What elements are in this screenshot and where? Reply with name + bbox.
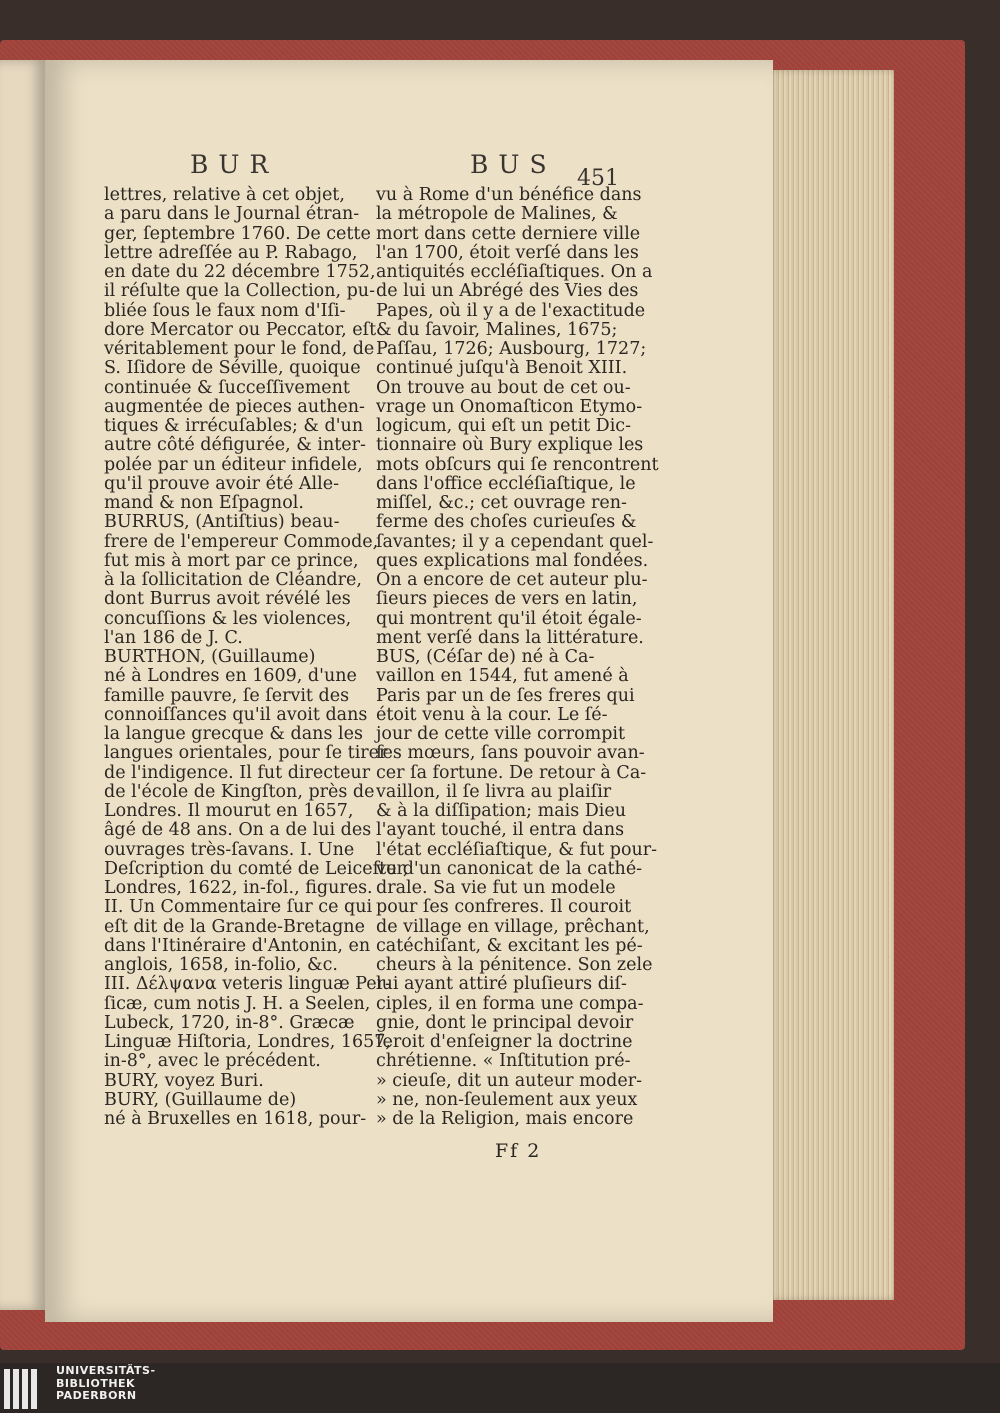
facing-page-edge bbox=[0, 60, 45, 1310]
text-line: III. Δέλψανα veteris linguæ Per- bbox=[104, 974, 391, 995]
text-line: né à Bruxelles en 1618, pour- bbox=[104, 1109, 367, 1129]
text-line: continuée & ſucceſſivement bbox=[104, 377, 350, 398]
text-line: » ne, non-ſeulement aux yeux bbox=[376, 1089, 638, 1110]
library-logo-icon bbox=[4, 1369, 50, 1409]
text-line: lui ayant attiré pluſieurs diſ- bbox=[376, 974, 627, 995]
text-line: BURY, (Guillaume de) bbox=[104, 1089, 297, 1110]
text-line: anglois, 1658, in-folio, &c. bbox=[104, 955, 338, 975]
text-line: gnie, dont le principal devoir bbox=[376, 1012, 634, 1033]
library-logo-text bbox=[56, 1365, 156, 1403]
text-line: antiquités eccléſiaſtiques. On a bbox=[376, 262, 653, 282]
text-line: étoit venu à la cour. Le ſé- bbox=[376, 704, 608, 725]
logo-line: UNIVERSITÄTS- bbox=[56, 1364, 156, 1377]
text-line: connoiſſances qu'il avoit dans bbox=[104, 704, 368, 725]
text-line: de village en village, prêchant, bbox=[376, 916, 650, 937]
text-line: miſſel, &c.; cet ouvrage ren- bbox=[376, 493, 627, 513]
text-line: mots obſcurs qui ſe rencontrent bbox=[376, 454, 659, 475]
text-line: la métropole de Malines, & bbox=[376, 204, 618, 225]
text-line: S. Iſidore de Séville, quoique bbox=[104, 358, 361, 379]
text-line: ger, ſeptembre 1760. De cette bbox=[104, 223, 371, 244]
text-line: jour de cette ville corrompit bbox=[376, 724, 626, 744]
text-line: Papes, où il y a de l'exactitude bbox=[376, 300, 646, 321]
text-line: ſeroit d'enſeigner la doctrine bbox=[376, 1032, 633, 1052]
text-line: vaillon, il ſe livra au plaiſir bbox=[376, 781, 612, 802]
logo-line: PADERBORN bbox=[56, 1389, 137, 1402]
signature-mark: Ff 2 bbox=[495, 1140, 542, 1162]
text-line: On a encore de cet auteur plu- bbox=[376, 570, 648, 590]
text-line: a paru dans le Journal étran- bbox=[104, 204, 360, 225]
text-line: Londres, 1622, in-fol., figures. bbox=[104, 878, 373, 898]
text-line: BURRUS, (Antiſtius) beau- bbox=[104, 512, 340, 533]
text-line: de lui un Abrégé des Vies des bbox=[376, 281, 639, 302]
text-line: mand & non Eſpagnol. bbox=[104, 493, 304, 513]
text-line: frere de l'empereur Commode, bbox=[104, 531, 379, 552]
text-line: eſt dit de la Grande-Bretagne bbox=[104, 916, 365, 937]
text-line: BURTHON, (Guillaume) bbox=[104, 647, 316, 667]
text-line: & du ſavoir, Malines, 1675; bbox=[376, 319, 618, 340]
text-line: BUS, (Céſar de) né à Ca- bbox=[376, 647, 595, 667]
page-number: 451 bbox=[577, 166, 619, 191]
text-line: II. Un Commentaire ſur ce qui bbox=[104, 897, 373, 918]
text-line: ques explications mal fondées. bbox=[376, 550, 649, 571]
text-line: autre côté défigurée, & inter- bbox=[104, 435, 366, 456]
text-line: Londres. Il mourut en 1657, bbox=[104, 801, 354, 821]
text-line: mort dans cette derniere ville bbox=[376, 223, 641, 244]
text-line: l'an 1700, étoit verſé dans les bbox=[376, 242, 639, 263]
text-line: ferme des choſes curieuſes & bbox=[376, 512, 637, 533]
text-line: langues orientales, pour ſe tirer bbox=[104, 743, 388, 764]
text-line: cer ſa fortune. De retour à Ca- bbox=[376, 762, 647, 783]
text-line: Paris par un de ſes freres qui bbox=[376, 685, 635, 706]
text-line: ſicæ, cum notis J. H. a Seelen, bbox=[104, 993, 371, 1014]
text-line: ment verſé dans la littérature. bbox=[376, 627, 644, 648]
text-line: Deſcription du comté de Leiceſter, bbox=[104, 858, 409, 879]
text-line: véritablement pour le fond, de bbox=[104, 339, 375, 359]
text-line: logicum, qui eſt un petit Dic- bbox=[376, 416, 632, 436]
text-line: lettre adreſſée au P. Rabago, bbox=[104, 242, 358, 263]
text-line: augmentée de pieces authen- bbox=[104, 396, 365, 417]
text-line: l'an 186 de J. C. bbox=[104, 627, 243, 648]
text-line: & à la diſſipation; mais Dieu bbox=[376, 801, 627, 821]
text-line: Linguæ Hiſtoria, Londres, 1657, bbox=[104, 1032, 391, 1052]
text-line: chrétienne. « Inſtitution pré- bbox=[376, 1051, 631, 1072]
text-line: lettres, relative à cet objet, bbox=[104, 185, 345, 205]
text-line: drale. Sa vie fut un modele bbox=[376, 878, 616, 898]
text-line: ciples, il en forma une compa- bbox=[376, 993, 644, 1014]
text-line: dans l'Itinéraire d'Antonin, en bbox=[104, 935, 371, 956]
logo-line: BIBLIOTHEK bbox=[56, 1376, 136, 1390]
text-line: tiques & irrécuſables; & d'un bbox=[104, 416, 364, 436]
running-head-left: BUR bbox=[190, 150, 279, 179]
text-line: ſieurs pieces de vers en latin, bbox=[376, 589, 638, 610]
text-line: dans l'office eccléſiaſtique, le bbox=[376, 473, 636, 494]
page-stack-edge bbox=[766, 70, 894, 1300]
text-line: de l'école de Kingſton, près de bbox=[104, 781, 375, 802]
text-line: vu à Rome d'un bénéfice dans bbox=[376, 185, 642, 205]
text-line: ſes mœurs, ſans pouvoir avan- bbox=[376, 743, 645, 764]
text-line: l'état eccléſiaſtique, & fut pour- bbox=[376, 839, 658, 860]
text-line: BURY, voyez Buri. bbox=[104, 1070, 264, 1091]
text-line: continué juſqu'à Benoit XIII. bbox=[376, 358, 628, 379]
text-line: polée par un éditeur infidele, bbox=[104, 454, 363, 475]
text-column-left bbox=[104, 185, 409, 1129]
text-line: à la ſollicitation de Cléandre, bbox=[104, 570, 362, 590]
library-footer bbox=[0, 1363, 1000, 1413]
text-line: qui montrent qu'il étoit égale- bbox=[376, 608, 642, 629]
text-line: On trouve au bout de cet ou- bbox=[376, 377, 631, 398]
text-line: vrage un Onomaſticon Etymo- bbox=[376, 396, 643, 417]
text-column-right bbox=[376, 185, 659, 1129]
text-line: tionnaire où Bury explique les bbox=[376, 435, 644, 456]
text-line: catéchiſant, & excitant les pé- bbox=[376, 935, 643, 956]
text-line: dore Mercator ou Peccator, eſt bbox=[104, 319, 377, 340]
text-line: l'ayant touché, il entra dans bbox=[376, 820, 625, 841]
text-line: qu'il prouve avoir été Alle- bbox=[104, 473, 340, 494]
text-line: vaillon en 1544, fut amené à bbox=[376, 666, 629, 687]
text-line: ouvrages très-ſavans. I. Une bbox=[104, 839, 355, 860]
text-line: de l'indigence. Il fut directeur bbox=[104, 762, 371, 783]
text-line: il réſulte que la Collection, pu- bbox=[104, 281, 375, 302]
text-line: en date du 22 décembre 1752, bbox=[104, 262, 376, 282]
text-line: pour ſes confreres. Il couroit bbox=[376, 897, 632, 918]
text-line: bliée ſous le faux nom d'Iſi- bbox=[104, 300, 346, 321]
text-line: fut mis à mort par ce prince, bbox=[104, 550, 359, 571]
text-line: âgé de 48 ans. On a de lui des bbox=[104, 820, 372, 841]
text-line: la langue grecque & dans les bbox=[104, 724, 363, 744]
text-line: famille pauvre, ſe ſervit des bbox=[104, 685, 350, 706]
text-line: cheurs à la pénitence. Son zele bbox=[376, 955, 653, 975]
text-line: né à Londres en 1609, d'une bbox=[104, 666, 357, 687]
text-line: vu d'un canonicat de la cathé- bbox=[376, 858, 643, 879]
text-line: » de la Religion, mais encore bbox=[376, 1109, 634, 1129]
text-line: in-8°, avec le précédent. bbox=[104, 1051, 321, 1072]
text-line: Lubeck, 1720, in-8°. Græcæ bbox=[104, 1012, 355, 1033]
running-head-right: BUS bbox=[470, 150, 557, 179]
text-line: Paſſau, 1726; Ausbourg, 1727; bbox=[376, 339, 647, 359]
text-line: dont Burrus avoit révélé les bbox=[104, 589, 351, 610]
text-line: » cieuſe, dit un auteur moder- bbox=[376, 1070, 643, 1091]
text-line: concuſſions & les violences, bbox=[104, 608, 352, 629]
text-line: ſavantes; il y a cependant quel- bbox=[376, 531, 654, 552]
